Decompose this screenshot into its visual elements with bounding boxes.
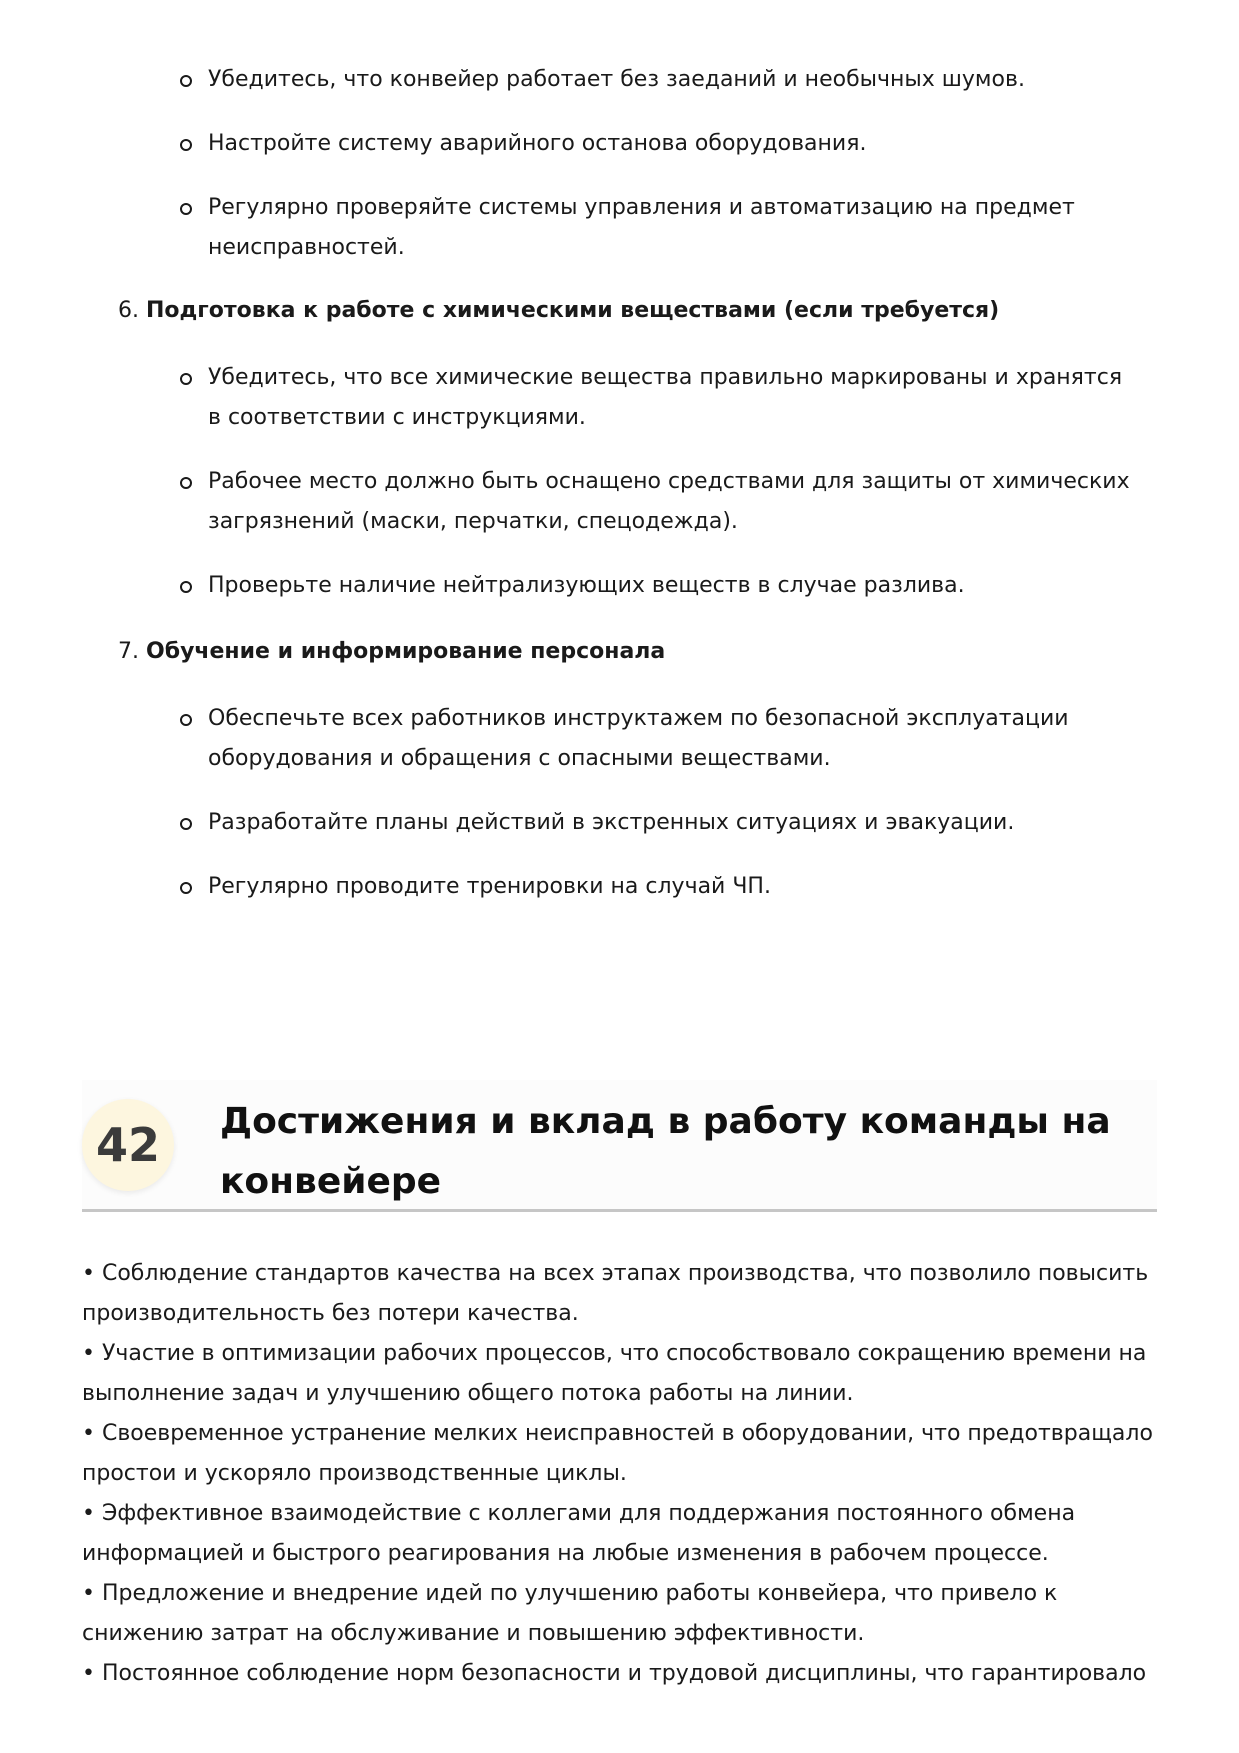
chapter-number-badge: 42 (82, 1099, 174, 1191)
list-item (180, 358, 1140, 438)
circle-bullet-icon (180, 714, 192, 726)
list-item (180, 60, 1140, 100)
chapter-header (82, 1080, 1157, 1212)
circle-bullet-icon (180, 373, 192, 385)
list-item (180, 699, 1140, 779)
achievement-item: • Участие в оптимизации рабочих процессов, что способствовало сокращению времени на выполнение задач и улучшению общего потока работы на линии. (82, 1341, 1147, 1406)
list-item-text: Разработайте планы действий в экстренных ситуациях и эвакуации. (208, 810, 1015, 835)
section7-sublist (180, 699, 1140, 907)
list-item-text: Обеспечьте всех работников инструктажем по безопасной эксплуатации оборудования и обращения с опасными веществами. (208, 706, 1069, 771)
circle-bullet-icon (180, 477, 192, 489)
section7-heading (118, 632, 665, 672)
circle-bullet-icon (180, 139, 192, 151)
list-item (180, 124, 1140, 164)
achievement-item: • Своевременное устранение мелких неисправностей в оборудовании, что предотвращало простои и ускоряло производственные циклы. (82, 1421, 1153, 1486)
list-item (180, 803, 1140, 843)
section6-number: 6. (118, 298, 139, 323)
list-item-text: Проверьте наличие нейтрализующих веществ в случае разлива. (208, 573, 965, 598)
section6-title: Подготовка к работе с химическими веществами (если требуется) (146, 298, 1000, 323)
circle-bullet-icon (180, 581, 192, 593)
section6-sublist (180, 358, 1140, 606)
achievement-item: • Предложение и внедрение идей по улучшению работы конвейера, что привело к снижению затрат на обслуживание и повышению эффективности. (82, 1581, 1058, 1646)
achievement-item: • Соблюдение стандартов качества на всех этапах производства, что позволило повысить производительность без потери качества. (82, 1261, 1149, 1326)
circle-bullet-icon (180, 818, 192, 830)
achievement-item: • Постоянное соблюдение норм безопасности и трудовой дисциплины, что гарантировало (82, 1661, 1147, 1686)
circle-bullet-icon (180, 203, 192, 215)
list-item (180, 867, 1140, 907)
section5-sublist (180, 60, 1140, 268)
circle-bullet-icon (180, 882, 192, 894)
list-item (180, 566, 1140, 606)
list-item (180, 462, 1140, 542)
list-item-text: Убедитесь, что конвейер работает без заеданий и необычных шумов. (208, 67, 1025, 92)
list-item-text: Рабочее место должно быть оснащено средствами для защиты от химических загрязнений (маски, перчатки, спецодежда). (208, 469, 1130, 534)
section7-title: Обучение и информирование персонала (146, 639, 666, 664)
list-item-text: Настройте систему аварийного останова оборудования. (208, 131, 867, 156)
list-item-text: Убедитесь, что все химические вещества правильно маркированы и хранятся в соответствии с инструкциями. (208, 365, 1123, 430)
section7-number: 7. (118, 639, 139, 664)
chapter-title: Достижения и вклад в работу команды на конвейере (220, 1101, 1111, 1202)
list-item-text: Регулярно проводите тренировки на случай ЧП. (208, 874, 771, 899)
list-item (180, 188, 1140, 268)
achievements-list (82, 1254, 1162, 1694)
circle-bullet-icon (180, 75, 192, 87)
achievement-item: • Эффективное взаимодействие с коллегами для поддержания постоянного обмена информацией и быстрого реагирования на любые изменения в рабочем процессе. (82, 1501, 1076, 1566)
list-item-text: Регулярно проверяйте системы управления и автоматизацию на предмет неисправностей. (208, 195, 1075, 260)
section6-heading (118, 291, 999, 331)
